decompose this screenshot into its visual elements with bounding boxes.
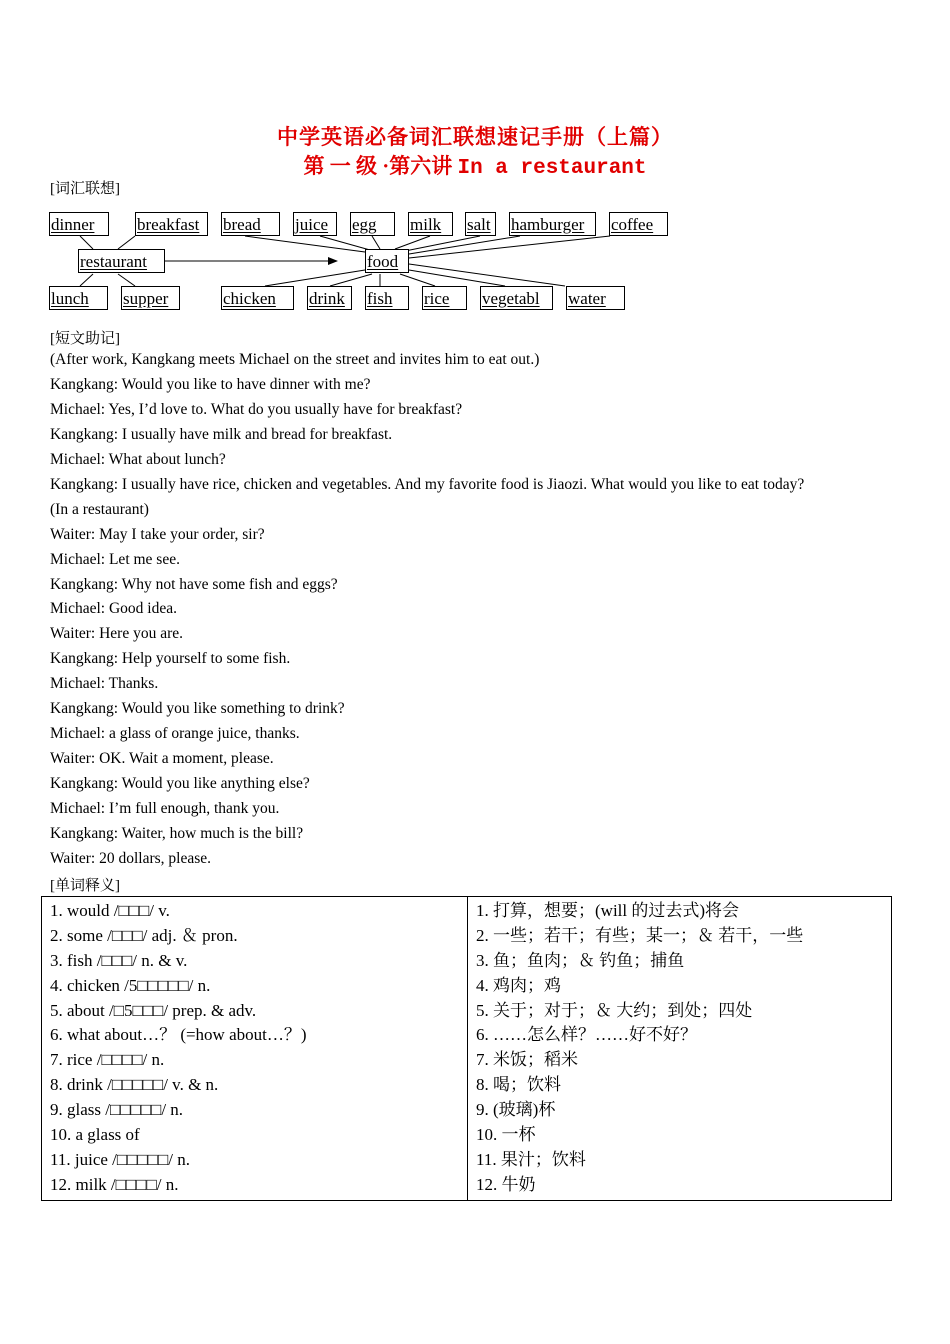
section-heading-dialogue: [短文助记] [50,331,120,347]
vocab-entry-cn: 6. ……怎么样？……好不好？ [476,1025,697,1045]
word-box-fish: fish [365,286,409,310]
diagram-connector-lines [0,0,950,330]
dialogue-line: Waiter: May I take your order, sir? [50,526,265,543]
vocab-chinese-column [468,897,892,1201]
dialogue-line: Michael: What about lunch? [50,451,226,468]
vocab-entry-cn: 8. 喝；饮料 [476,1075,561,1095]
word-box-hamburger: hamburger [509,212,596,236]
word-box-breakfast: breakfast [135,212,208,236]
dialogue-line: Waiter: Here you are. [50,625,184,642]
word-box-rice: rice [422,286,467,310]
lesson-title-en: In a restaurant [457,157,647,180]
dialogue-line: Kangkang: Waiter, how much is the bill? [50,825,304,842]
word-box-salt: salt [465,212,496,236]
word-box-drink: drink [307,286,352,310]
word-box-chicken: chicken [221,286,294,310]
dialogue-line: Kangkang: Would you like something to drink? [50,700,345,717]
dialogue-line: Michael: Thanks. [50,675,159,692]
vocab-entry-en: 2. some /□□□/ adj. ＆ pron. [50,925,238,945]
vocab-entry-cn: 1. 打算，想要；(will 的过去式)将会 [476,901,740,920]
vocab-entry-en: 8. drink /□□□□□/ v. & n. [50,1075,219,1095]
dialogue-line: (After work, Kangkang meets Michael on the street and invites him to eat out.) [50,351,540,368]
dialogue-line: Michael: Yes, I’d love to. What do you usually have for breakfast? [50,401,463,418]
vocab-entry-en: 4. chicken /5□□□□□/ n. [50,975,211,995]
vocab-entry-cn: 7. 米饭；稻米 [476,1050,578,1070]
vocab-entry-cn: 10. 一杯 [476,1125,536,1145]
vocab-entry-en: 7. rice /□□□□/ n. [50,1050,165,1070]
vocab-entry-cn: 2. 一些；若干；有些；某一；＆ 若干，一些 [476,925,804,945]
dialogue-line: (In a restaurant) [50,501,149,518]
lesson-title-cn: 第 一 级 ·第六讲 [303,154,458,178]
dialogue-line: Michael: Let me see. [50,551,180,568]
vocab-entry-cn: 5. 关于；对于；＆ 大约；到处；四处 [476,1000,753,1020]
vocab-entry-en: 1. would /□□□/ v. [50,901,170,920]
vocab-entry-en: 11. juice /□□□□□/ n. [50,1149,190,1169]
section-heading-association: [词汇联想] [50,181,120,197]
dialogue-line: Kangkang: I usually have milk and bread for breakfast. [50,426,393,443]
vocab-entry-cn: 3. 鱼；鱼肉；＆ 钓鱼；捕鱼 [476,950,685,970]
vocabulary-table [41,896,892,1201]
dialogue-line: Kangkang: Help yourself to some fish. [50,650,291,667]
section-heading-vocab: [单词释义] [50,878,120,894]
vocab-entry-en: 12. milk /□□□□/ n. [50,1174,179,1194]
word-box-vegetable: vegetabl [480,286,553,310]
vocab-entry-cn: 12. 牛奶 [476,1174,536,1194]
dialogue-line: Waiter: 20 dollars, please. [50,850,212,867]
word-box-water: water [566,286,625,310]
word-box-bread: bread [221,212,280,236]
dialogue-line: Kangkang: Why not have some fish and eggs? [50,576,338,593]
dialogue-line: Kangkang: Would you like anything else? [50,775,310,792]
word-box-lunch: lunch [49,286,108,310]
vocab-entry-cn: 4. 鸡肉；鸡 [476,975,561,995]
vocab-english-column [42,897,468,1201]
word-box-supper: supper [121,286,180,310]
dialogue-line: Michael: I’m full enough, thank you. [50,800,280,817]
vocab-entry-en: 6. what about…？ (=how about…？) [50,1025,307,1045]
vocab-entry-en: 9. glass /□□□□□/ n. [50,1100,184,1120]
dialogue-line: Michael: a glass of orange juice, thanks. [50,725,300,742]
word-box-food-center: food [365,249,409,273]
vocab-entry-en: 10. a glass of [50,1125,140,1145]
dialogue-line: Waiter: OK. Wait a moment, please. [50,750,274,767]
word-box-juice: juice [293,212,337,236]
vocab-entry-en: 3. fish /□□□/ n. & v. [50,950,188,970]
dialogue-line: Kangkang: Would you like to have dinner with me? [50,376,371,393]
dialogue-line: Michael: Good idea. [50,600,177,617]
vocab-entry-cn: 11. 果汁；饮料 [476,1149,586,1169]
word-box-restaurant: restaurant [78,249,165,273]
word-box-egg: egg [350,212,395,236]
word-box-coffee: coffee [609,212,668,236]
vocab-entry-en: 5. about /□5□□□/ prep. & adv. [50,1000,257,1020]
vocab-entry-cn: 9. (玻璃)杯 [476,1100,556,1120]
document-title: 中学英语必备词汇联想速记手册（上篇） [277,125,673,149]
word-box-dinner: dinner [49,212,109,236]
dialogue-line: Kangkang: I usually have rice, chicken and vegetables. And my favorite food is Jiaozi. What would you like to eat today? [50,476,805,493]
word-box-milk: milk [408,212,453,236]
